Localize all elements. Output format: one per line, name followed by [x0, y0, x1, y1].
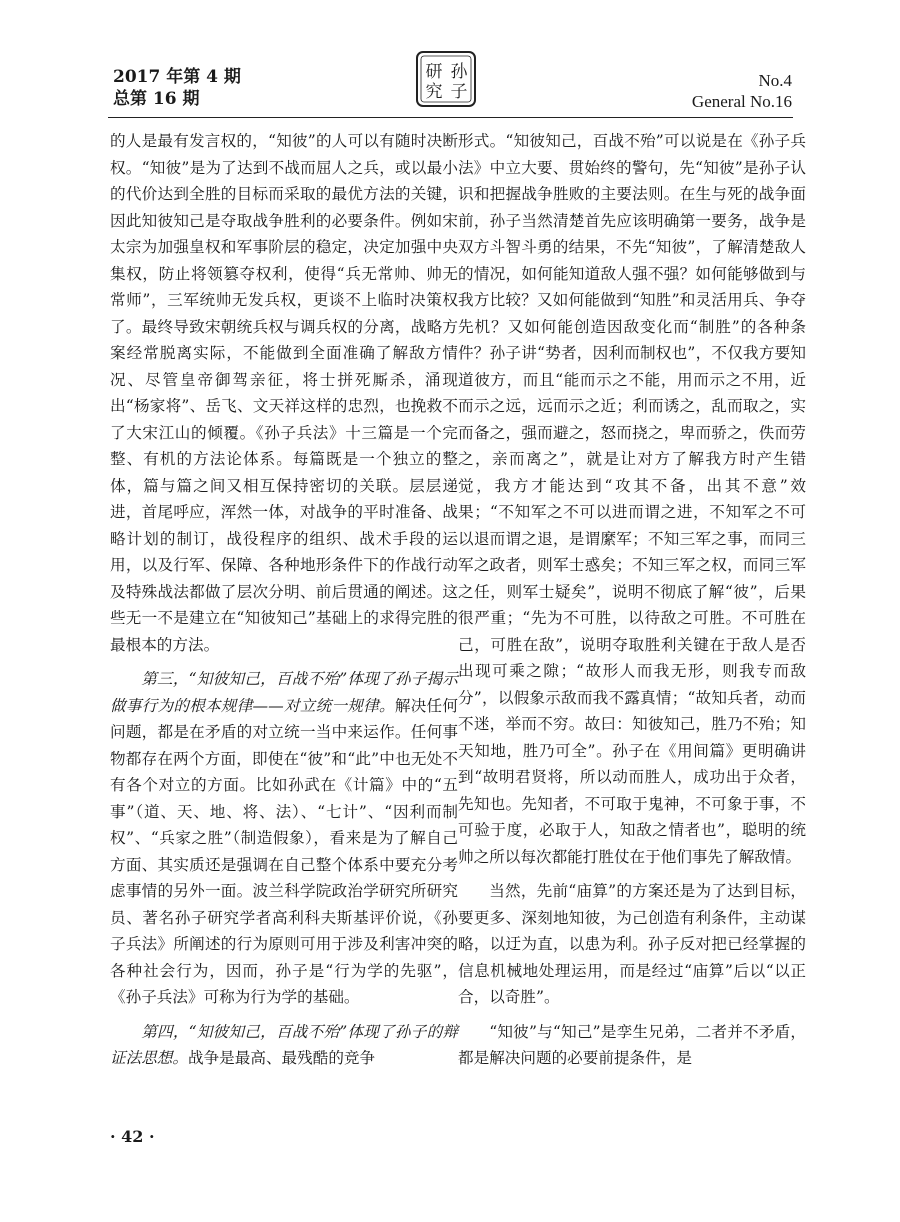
- issue-number-cn: 2017 年第 4 期: [113, 67, 241, 87]
- issue-number-en: No.4: [758, 71, 792, 90]
- left-column: [110, 128, 458, 1072]
- paragraph: 形式。“知彼知己，百战不殆”可以说是在《孙子兵法》中立大要、贯始终的警句，先“知彼”是孙子认识和把握战争胜败的主要法则。在生与死的战争面前，孙子当然清楚首先应该明确第一要务，战争是双方斗智斗勇的结果，不先“知彼”，了解清楚敌人的情况，如何能知道敌人强不强？如何能够做到与我方比较？又如何能做到“知胜”和灵活用兵、争夺先机？又如何能创造因敌变化而“制胜”的各种条件？孙子讲“势者，因利而制权也”，不仅我方要知道彼方，而且“能而示之不能，用而示之不用，近而示之远，远而示之近；利而诱之，乱而取之，实而备之，强而避之，怒而挠之，卑而骄之，佚而劳之，亲而离之”，就是让对方了解我方时产生错觉，我方才能达到“攻其不备，出其不意”效果；“不知军之不可以进而谓之进，不知军之不可以退而谓之退，是谓縻军；不知三军之事，而同三军之政者，则军士惑矣；不知三军之权，而同三军之任，则军士疑矣”，说明不彻底了解“彼”，后果很严重；“先为不可胜，以待敌之可胜。不可胜在己，可胜在敌”，说明夺取胜利关键在于敌人是否出现可乘之隙；“故形人而我无形，则我专而敌分”，以假象示敌而我不露真情；“故知兵者，动而不迷，举而不穷。故曰：知彼知己，胜乃不殆；知天知地，胜乃可全”。孙子在《用间篇》更明确讲到“故明君贤将，所以动而胜人，成功出于众者，先知也。先知者，不可取于鬼神，不可象于事，不可验于度，必取于人，知敌之情者也”，聪明的统帅之所以每次都能打胜仗在于他们事先了解敌情。: [458, 132, 806, 866]
- section-heading: 第四，“知彼知己，百战不殆”体现了孙子的辩证法思想。: [110, 1022, 458, 1067]
- section-heading: 第三，“知彼知己，百战不殆”体现了孙子揭示做事行为的根本规律——对立统一规律。: [110, 670, 458, 715]
- journal-issue-header-en: [692, 70, 792, 112]
- paragraph: [110, 1019, 458, 1072]
- journal-logo-seal: [415, 50, 477, 108]
- journal-issue-header: [113, 66, 241, 110]
- paragraph: “知彼”与“知己”是孪生兄弟，二者并不矛盾，都是解决问题的必要前提条件，是: [458, 1022, 806, 1067]
- paragraph: 当然，先前“庙算”的方案还是为了达到目标，要更多、深刻地知彼，为己创造有利条件，主动谋略，以迂为直，以患为利。孙子反对把已经掌握的信息机械地处理运用，而是经过“庙算”后以“以正合，以奇胜”。: [458, 882, 806, 1006]
- paragraph: 的人是最有发言权的，“知彼”的人可以有随时决断权。“知彼”是为了达到不战而屈人之兵，或以最小的代价达到全胜的目标而采取的最优方法的关键，因此知彼知己是夺取战争胜利的必要条件。例如宋太宗为加强皇权和军事阶层的稳定，决定加强中央集权，防止将领篡夺权利，使得“兵无常帅、帅无常师”，三军统帅无发兵权，更谈不上临时决策权了。最终导致宋朝统兵权与调兵权的分离，战略方案经常脱离实际，不能做到全面准确了解敌方情况、尽管皇帝御驾亲征，将士拼死厮杀，涌现出“杨家将”、岳飞、文天祥这样的忠烈，也挽救不了大宋江山的倾覆。《孙子兵法》十三篇是一个完整、有机的方法论体系。每篇既是一个独立的整体，篇与篇之间又相互保持密切的关联。层层递进，首尾呼应，浑然一体，对战争的平时准备、战略计划的制订，战役程序的组织、战术手段的运用，以及行军、保障、各种地形条件下的作战行动及特殊战法都做了层次分明、前后贯通的阐述。这些无一不是建立在“知彼知己”基础上的求得完胜的最根本的方法。: [110, 132, 458, 654]
- total-issue-en: General No.16: [691, 92, 792, 111]
- svg-text:子: 子: [450, 82, 468, 102]
- svg-text:研: 研: [425, 62, 443, 82]
- header-rule: [108, 117, 793, 118]
- page-number: · 42 ·: [110, 1127, 155, 1146]
- svg-text:孙: 孙: [450, 62, 468, 82]
- paragraph-body: 战争是最高、最残酷的竞争: [187, 1049, 376, 1067]
- paragraph-body: 解决任何问题，都是在矛盾的对立统一当中来运作。任何事物都存在两个方面，即使在“彼”和“此”中也无处不有各个对立的方面。比如孙武在《计篇》中的“五事”（道、天、地、将、法）、“七计”、“因利而制权”、“兵家之胜”（制造假象），看来是为了解自己方面、其实质还是强调在自己整个体系中要充分考虑事情的另外一面。波兰科学院政治学研究所研究员、著名孙子研究学者高利科夫斯基评价说，《孙子兵法》所阐述的行为原则可用于涉及利害冲突的各种社会行为，因而，孙子是“行为学的先驱”，《孙子兵法》可称为行为学的基础。: [110, 696, 458, 1006]
- right-column: [458, 128, 806, 1072]
- total-issue-cn: 总第 16 期: [113, 89, 200, 109]
- paragraph: [110, 666, 458, 1011]
- svg-text:究: 究: [425, 82, 443, 102]
